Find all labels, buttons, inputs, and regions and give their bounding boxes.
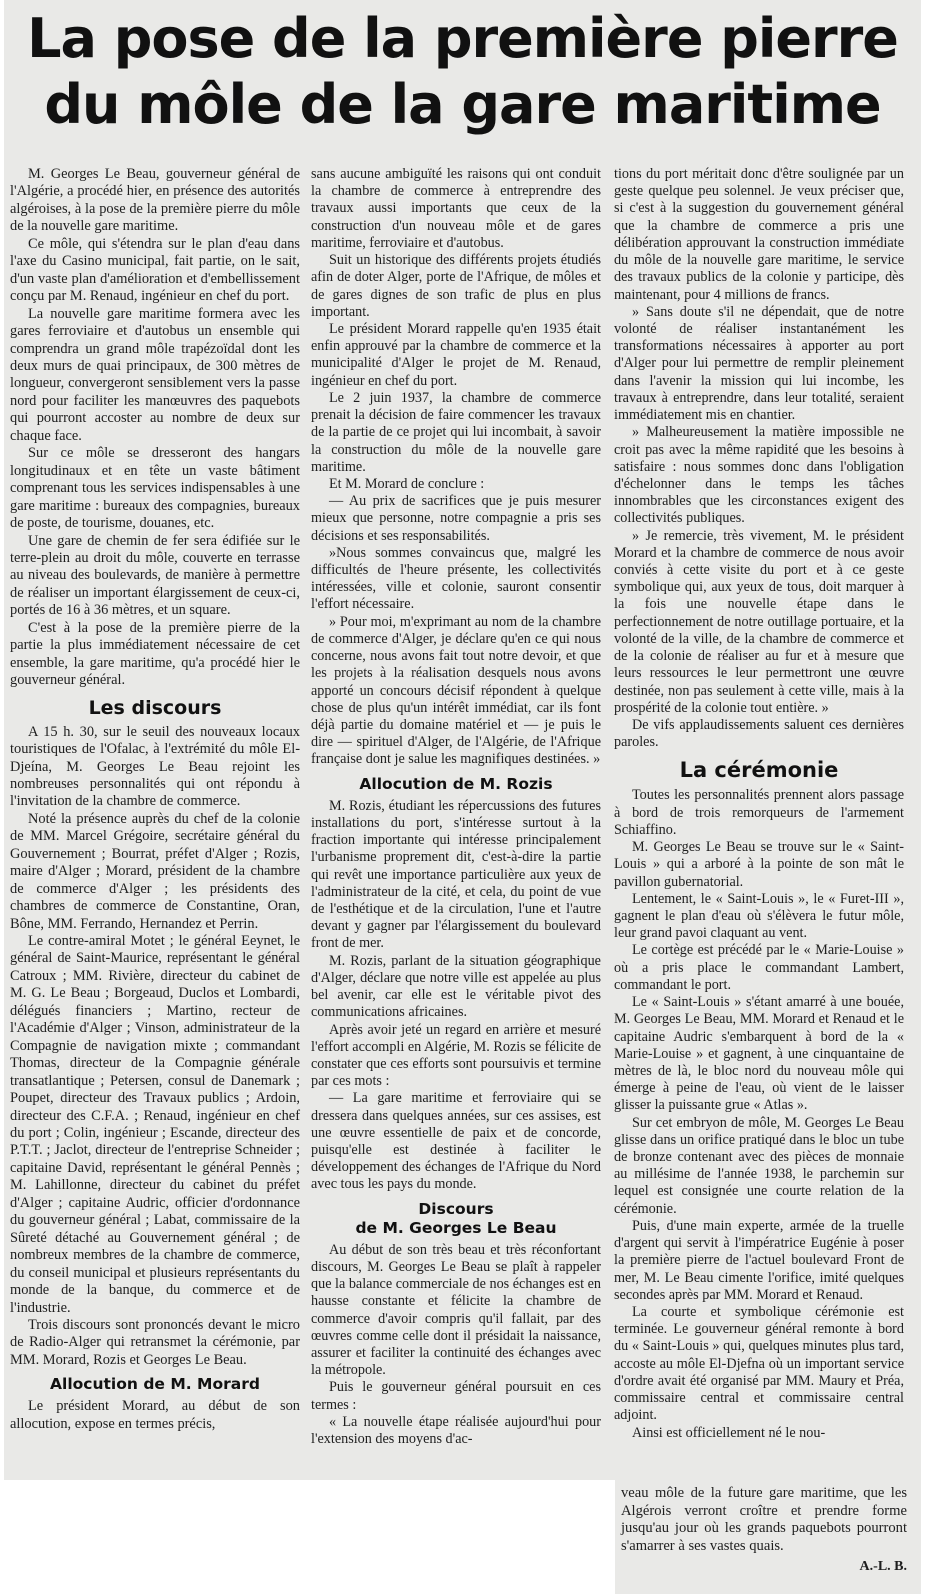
paragraph: Le président Morard, au début de son allocution, expose en termes précis,: [10, 1398, 300, 1432]
paragraph: Sur ce môle se dresseront des hangars longitudinaux et en tête un vaste bâtiment comprenant tous les services indispensables à une gare maritime : bureaux des compagnies, bureaux de poste, de tourisme, douanes, etc.: [10, 445, 300, 532]
paragraph: Puis le gouverneur général poursuit en ces termes :: [311, 1379, 601, 1413]
paragraph: Lentement, le « Saint-Louis », le « Furet-III », gagnent le plan d'eau où s'élèvera le futur môle, leur grand pavoi claquant au vent.: [614, 890, 904, 942]
subheading-allocution-rozis: Allocution de M. Rozis: [359, 774, 553, 793]
paragraph: Une gare de chemin de fer sera édifiée sur le terre-plein au droit du môle, couverte en terrasse au niveau des boulevards, de manière à permettre de réaliser un important élargissement de ceux-ci, portés de 16 à 36 mètres, et un square.: [10, 532, 300, 619]
paragraph: » Pour moi, m'exprimant au nom de la chambre de commerce d'Alger, je déclare qu'en ce qui nous concerne, nous avons fait tout notre devoir, et que les projets à la réalisation desquels nous avons apporté un concours décisif répondent à quelque chose de plus qu'un intérêt immédiat, car ils font déjà partie du domaine matériel et — je puis le dire — spirituel d'Alger, de l'Algérie, de l'Afrique française dont je salue les magnifiques destinées. »: [311, 613, 601, 768]
paragraph: M. Rozis, parlant de la situation géographique d'Alger, déclare que notre ville est appelée au plus bel avenir, car elle est le véritable pivot des communications africaines.: [311, 952, 601, 1021]
paragraph: Le 2 juin 1937, la chambre de commerce prenait la décision de faire commencer les travaux de la partie de ce projet qui lui incombait, à savoir la construction du môle de la nouvelle gare maritime.: [311, 389, 601, 475]
paragraph: Ce môle, qui s'étendra sur le plan d'eau dans l'axe du Casino municipal, fait partie, on le sait, d'un vaste plan d'amélioration et d'embellissement conçu par M. Renaud, ingénieur en chef du port.: [10, 235, 300, 305]
paragraph: »Nous sommes convaincus que, malgré les difficultés de l'heure présente, les collectivités intéressées, ville et colonie, sauront consentir l'effort nécessaire.: [311, 544, 601, 613]
headline-line-2: du môle de la gare maritime: [44, 73, 881, 136]
paragraph: veau môle de la future gare maritime, que les Algérois verront croître et prendre forme jusqu'au jour où les grands paquebots pourront s'amarrer à ses vastes quais.: [621, 1485, 907, 1555]
paragraph: » Je remercie, très vivement, M. le président Morard et la chambre de commerce de nous avoir conviés à cette visite du port et à ce geste symbolique qui, aux yeux de tous, doit marquer à la fois une nouvelle étape dans le perfectionnement de notre outillage portuaire, et la volonté de la ville, de la chambre de commerce et de la colonie de réaliser au fur et à mesure que leurs ressources le leur permettront une œuvre destinée, non pas seulement à cette ville, mais à la prospérité de la colonie tout entière. »: [614, 527, 904, 716]
paragraph: C'est à la pose de la première pierre de la partie la plus immédiatement nécessaire de cet ensemble, la gare maritime, qu'a procédé hier le gouverneur général.: [10, 619, 300, 689]
paragraph: Le « Saint-Louis » s'étant amarré à une bouée, M. Georges Le Beau, MM. Morard et Renaud et le capitaine Audric s'embarquent à bord de la « Marie-Louise » et gagnent, à une cinquantaine de mètres de là, le bloc nord du nouveau môle qui émerge à peine de l'eau, où vient de le laisser glisser la puissante grue « Atlas ».: [614, 994, 904, 1114]
paragraph: La courte et symbolique cérémonie est terminée. Le gouverneur général remonte à bord du « Saint-Louis » qui, quelques minutes plus tard, accoste au môle El-Djefna où un important service d'ordre avait été organisé par MM. Maury et Préa, commissaire central et commissaire central adjoint.: [614, 1304, 904, 1424]
paragraph: M. Rozis, étudiant les répercussions des futures installations du port, s'intéresse surtout à la fraction importante qui intéresse principalement l'urbanisme proprement dit, c'est-à-dire la partie qui revêt une importance particulière aux yeux de l'administrateur de la cité, et cela, du point de vue de l'esthétique et de la circulation, l'une et l'autre devant y gagner par l'élargissement du boulevard front de mer.: [311, 797, 601, 952]
paragraph: » Malheureusement la matière impossible ne croit pas avec la même rapidité que les besoins à satisfaire : nous sommes donc dans l'obligation d'échelonner dans le temps les tâches innombrables que les circonstances exigent des collectivités publiques.: [614, 424, 904, 527]
paragraph: Le cortège est précédé par le « Marie-Louise » où a pris place le commandant Lambert, commandant le port.: [614, 942, 904, 993]
paragraph: — La gare maritime et ferroviaire qui se dressera dans quelques années, sur ces assises, est une œuvre essentielle de paix et de concorde, puisqu'elle est destinée à faciliter le développement des échanges de l'Afrique du Nord avec tous les pays du monde.: [311, 1090, 601, 1193]
article-headline: [10, 6, 915, 138]
subheading-discours-le-beau-line1: Discours: [418, 1199, 494, 1218]
paragraph: « La nouvelle étape réalisée aujourd'hui pour l'extension des moyens d'ac-: [311, 1413, 601, 1448]
subheading-discours-le-beau-line2: de M. Georges Le Beau: [355, 1218, 557, 1237]
subheading-discours: Les discours: [88, 696, 222, 719]
paragraph: sans aucune ambiguïté les raisons qui ont conduit la chambre de commerce à entreprendre des travaux aussi importants que ceux de la construction d'un nouveau môle et de gares maritime, ferroviaire et d'autobus.: [311, 166, 601, 251]
subheading-ceremonie: La cérémonie: [679, 758, 839, 783]
paragraph: » Sans doute s'il ne dépendait, que de notre volonté de réaliser instantanément les transformations nécessaires à apporter au port d'Alger pour lui permettre de remplir pleinement dans l'avenir la mission qui lui incombe, les travaux à entreprendre, dans leur totalité, seraient immédiatement mis en chantier.: [614, 303, 904, 424]
paragraph: De vifs applaudissements saluent ces dernières paroles.: [614, 717, 904, 751]
author-signature: A.-L. B.: [859, 1558, 907, 1574]
paragraph: — Au prix de sacrifices que je puis mesurer mieux que personne, notre compagnie a pris ses décisions et ses responsabilités.: [311, 493, 601, 544]
paragraph: Sur cet embryon de môle, M. Georges Le Beau glisse dans un orifice pratiqué dans le bloc un tube de bronze contenant avec des pièces de monnaie au millésime de l'année 1938, le parchemin sur lequel est consignée une courte relation de la cérémonie.: [614, 1114, 904, 1217]
paragraph: Noté la présence auprès du chef de la colonie de MM. Marcel Grégoire, secrétaire général du Gouvernement ; Bourrat, préfet d'Alger ; Rozis, maire d'Alger ; Morard, président de la chambre de commerce d'Alger ; les présidents des chambres de commerce de Constantine, Oran, Bône, MM. Ferrando, Hernandez et Perrin.: [10, 810, 300, 932]
paragraph: M. Georges Le Beau, gouverneur général de l'Algérie, a procédé hier, en présence des autorités algéroises, à la pose de la première pierre du môle de la nouvelle gare maritime.: [10, 166, 300, 235]
paragraph: Trois discours sont prononcés devant le micro de Radio-Alger qui retransmet la cérémonie, par MM. Morard, Rozis et Georges Le Beau.: [10, 1317, 300, 1368]
paragraph: Suit un historique des différents projets étudiés afin de doter Alger, porte de l'Afrique, de môles et de gares dignes de son trafic de plus en plus important.: [311, 252, 601, 320]
headline-line-1: La pose de la première pierre: [27, 7, 898, 70]
paragraph: Le contre-amiral Motet ; le général Eeynet, le général de Saint-Maurice, représentant le général Catroux ; MM. Rivière, directeur du cabinet de M. G. Le Beau ; Borgeaud, Duclos et Lombardi, délégués financiers ; Martino, recteur de l'Académie d'Alger ; Vinson, administrateur de la Compagnie de navigation mixte ; commandant Thomas, directeur de la Compagnie générale transatlantique ; Petersen, consul de Danemark ; Poupet, directeur des Travaux publics ; Ardoin, directeur des C.F.A. ; Renaud, ingénieur en chef du port ; Colin, ingénieur ; Escande, directeur des P.T.T. ; Jaclot, directeur de l'entreprise Schneider ; capitaine David, représentant le général Pennès ; M. Lahillonne, directeur du cabinet du préfet d'Alger ; capitaine Audric, officier d'ordonnance du gouverneur général ; Labat, commissaire de la Sûreté détaché au Gouvernement général ; de nombreux membres de la chambre de commerce, du conseil municipal et plusieurs représentants du monde de la banque, du commerce et de l'industrie.: [10, 933, 300, 1316]
paragraph: Et M. Morard de conclure :: [329, 475, 485, 492]
subheading-allocution-morard: Allocution de M. Morard: [50, 1375, 260, 1394]
paragraph: La nouvelle gare maritime formera avec les gares ferroviaire et d'autobus un ensemble qui comprendra un grand môle trapézoïdal dont les deux murs de quai principaux, de 300 mètres de longueur, convergeront sensiblement vers la passe nord pour faciliter les manœuvres des paquebots qui pourront accoster au nombre de deux sur chaque face.: [10, 305, 300, 444]
column-2: [311, 166, 601, 1466]
paragraph: Au début de son très beau et très réconfortant discours, M. Georges Le Beau se plaît à rappeler que la balance commerciale de nos échanges est en hausse constante et félicite la chambre de commerce d'avoir compris qu'il fallait, par des œuvres comme celle dont il présidait la naissance, assurer et faciliter la continuité des échanges avec la métropole.: [311, 1241, 601, 1379]
paragraph: Ainsi est officiellement né le nou-: [632, 1424, 826, 1441]
paragraph: Puis, d'une main experte, armée de la truelle d'argent qui servit à l'impératrice Eugénie à poser la première pierre de l'actuel boulevard Front de mer, M. Le Beau cimente l'orifice, imité quelques secondes après par MM. Morard et Renaud.: [614, 1217, 904, 1303]
column-1: [10, 166, 300, 1466]
paragraph: A 15 h. 30, sur le seuil des nouveaux locaux touristiques de l'Ofalac, à l'extrémité du môle El-Djeína, M. Georges Le Beau rejoint les nombreuses personnalités qui ont répondu à l'invitation de la chambre de commerce.: [10, 723, 300, 810]
paragraph: Le président Morard rappelle qu'en 1935 était enfin approuvé par la chambre de commerce et la municipalité d'Alger le projet de M. Renaud, ingénieur en chef du port.: [311, 320, 601, 389]
paragraph: Après avoir jeté un regard en arrière et mesuré l'effort accompli en Algérie, M. Rozis se félicite de constater que ces efforts sont poursuivis et termine par ces mots :: [311, 1021, 601, 1090]
column-3: [614, 166, 904, 1466]
paragraph: Toutes les personnalités prennent alors passage à bord de trois remorqueurs de l'armement Schiaffino.: [614, 787, 904, 838]
paragraph: tions du port méritait donc d'être soulignée par un geste quelque peu solennel. Je veux préciser que, si c'est à la suggestion du gouvernement général que la chambre de commerce a pris une délibération approuvant la construction immédiate du môle de la nouvelle gare maritime, le service des travaux publics de la colonie y participe, dès maintenant, pour 4 millions de francs.: [614, 166, 904, 303]
article-continuation: [621, 1485, 907, 1576]
paragraph: M. Georges Le Beau se trouve sur le « Saint-Louis » qui a arboré à la pointe de son mât le pavillon gubernatorial.: [614, 839, 904, 890]
